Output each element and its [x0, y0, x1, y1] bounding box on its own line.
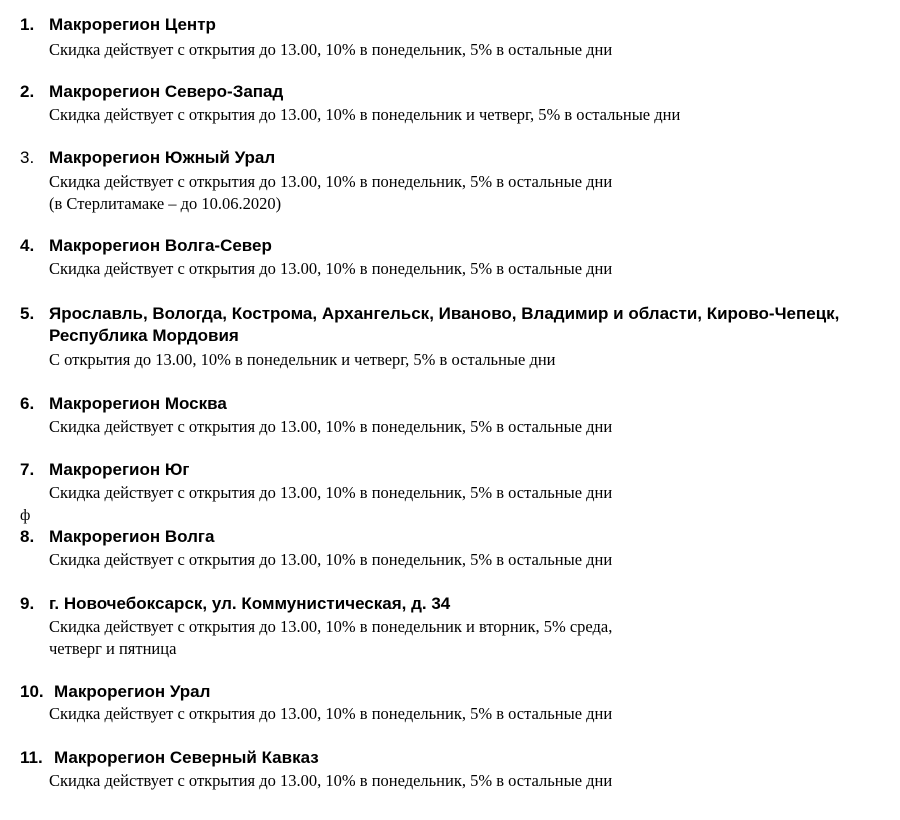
item-title: Макрорегион Северный Кавказ [54, 748, 319, 767]
item-description: Скидка действует с открытия до 13.00, 10% в понедельник, 5% в остальные дни [49, 259, 613, 278]
item-number: 11. [20, 748, 43, 767]
item-number: 2. [20, 82, 35, 101]
item-title: Макрорегион Волга [49, 527, 215, 546]
item-number: 1. [20, 15, 35, 34]
item-title: Макрорегион Урал [54, 682, 211, 701]
item-title: Макрорегион Юг [49, 460, 190, 479]
item-description [49, 616, 877, 660]
item-number: 7. [20, 460, 35, 479]
item-description: Скидка действует с открытия до 13.00, 10% в понедельник, 5% в остальные дни [49, 550, 613, 569]
item-number: 3. [20, 148, 35, 167]
item-number: 5. [20, 304, 35, 323]
item-description: Скидка действует с открытия до 13.00, 10% в понедельник, 5% в остальные дни [49, 771, 613, 790]
item-title: Макрорегион Северо-Запад [49, 82, 284, 101]
item-description-line: Скидка действует с открытия до 13.00, 10% в понедельник, 5% в остальные дни [49, 172, 613, 191]
item-number: 8. [20, 527, 35, 546]
item-title: Макрорегион Центр [49, 15, 216, 34]
item-description: Скидка действует с открытия до 13.00, 10% в понедельник, 5% в остальные дни [49, 40, 613, 59]
item-title: Макрорегион Москва [49, 394, 227, 413]
item-title: г. Новочебоксарск, ул. Коммунистическая, д. 34 [49, 594, 451, 613]
item-description-line: четверг и пятница [49, 639, 177, 658]
item-description: С открытия до 13.00, 10% в понедельник и четверг, 5% в остальные дни [49, 350, 556, 369]
item-title: Ярославль, Вологда, Кострома, Архангельск, Иваново, Владимир и области, Кирово-Чепецк, Республика Мордовия [49, 304, 840, 345]
item-number: 6. [20, 394, 35, 413]
item-title: Макрорегион Южный Урал [49, 148, 276, 167]
item-description [49, 171, 877, 215]
stray-character: ф [20, 507, 31, 524]
item-description: Скидка действует с открытия до 13.00, 10% в понедельник, 5% в остальные дни [49, 483, 613, 502]
item-title: Макрорегион Волга-Север [49, 236, 272, 255]
item-description: Скидка действует с открытия до 13.00, 10% в понедельник, 5% в остальные дни [49, 704, 613, 723]
item-number: 4. [20, 236, 35, 255]
item-number: 10. [20, 682, 44, 701]
item-number: 9. [20, 594, 35, 613]
item-description-line: (в Стерлитамаке – до 10.06.2020) [49, 194, 282, 213]
item-description: Скидка действует с открытия до 13.00, 10% в понедельник и четверг, 5% в остальные дни [49, 105, 681, 124]
item-description: Скидка действует с открытия до 13.00, 10% в понедельник, 5% в остальные дни [49, 417, 613, 436]
item-description-line: Скидка действует с открытия до 13.00, 10% в понедельник и вторник, 5% среда, [49, 617, 613, 636]
